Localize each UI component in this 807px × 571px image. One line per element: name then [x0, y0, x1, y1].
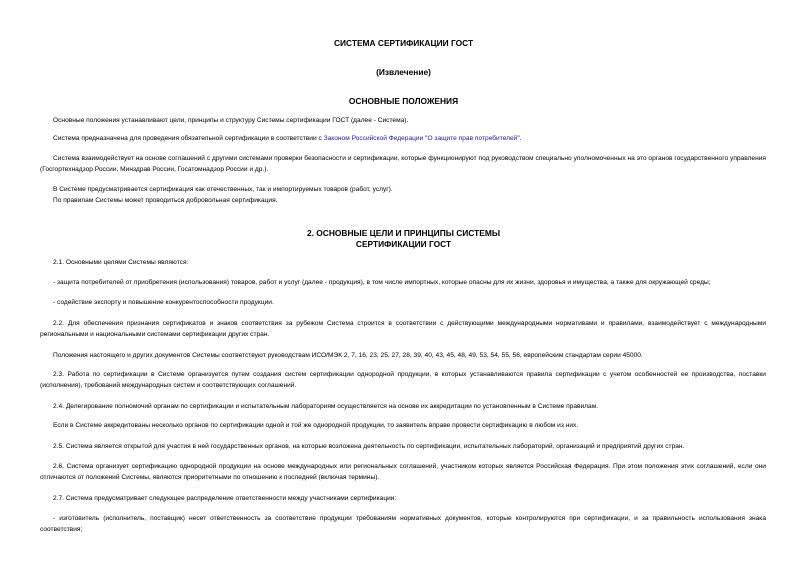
- section2-heading: 2. ОСНОВНЫЕ ЦЕЛИ И ПРИНЦИПЫ СИСТЕМЫ СЕРТИФИКАЦИИ ГОСТ: [306, 228, 501, 249]
- section2-paragraph: 2.4. Делегирование полномочий органам по сертификации и испытательным лабораториям осуществляется на основе их аккредитации по установленным в Системе правилам.: [53, 403, 599, 410]
- section2-paragraph: Если в Системе аккредитованы несколько органов по сертификации одной и той же однородной продукции, то заявитель вправе провести сертификацию в любом из них.: [53, 422, 579, 429]
- document-subtitle: (Извлечение): [376, 67, 431, 77]
- section1-paragraph: Основные положения устанавливают цели, принципы и структуру Системы сертификации ГОСТ (далее - Система).: [53, 117, 409, 124]
- section1-paragraph: По правилам Системы может проводиться добровольная сертификация.: [53, 197, 278, 204]
- section2-paragraph: 2.6. Система организует сертификацию однородной продукции на основе международных или региональных соглашений, участником которых является Российская Федерация. При этом положения этих соглашений, если они отличаются от положений Системы, являются приоритетными по отношению к последней (включая термины).: [40, 463, 766, 481]
- section2-paragraph: 2.7. Система предусматривает следующее распределение ответственности между участниками сертификации:: [53, 495, 397, 502]
- section2-paragraph: 2.5. Система является открытой для участия в ней государственных органов, на которые возложена деятельность по сертификации, испытательных лабораторий, организаций и предприятий других стран.: [53, 443, 685, 450]
- section2-paragraph: 2.1. Основными целями Системы являются:: [53, 259, 189, 266]
- section2-paragraph: 2.2. Для обеспечения признания сертификатов и знаков соответствия за рубежом Система строится в соответствии с действующими международными нормативами и правилами, взаимодействует с международными региональными и национальными системами сертификации других стран.: [40, 320, 766, 338]
- section2-paragraph: - защита потребителей от приобретения (использования) товаров, работ и услуг (далее - продукция), в том числе импортных, которые опасны для их жизни, здоровья и имущества, а также для окружающей среды;: [53, 279, 711, 286]
- document-title: СИСТЕМА СЕРТИФИКАЦИИ ГОСТ: [333, 38, 474, 48]
- section1-paragraph: В Системе предусматривается сертификация как отечественных, так и импортируемых товаров (работ, услуг).: [53, 186, 393, 193]
- section1-paragraph: Система предназначена для проведения обязательной сертификации в соответствии с Законом Российской Федерации "О защите прав потребителей".: [53, 135, 522, 142]
- section2-paragraph: Положения настоящего и других документов Системы соответствуют руководствам ИСО/МЭК 2, 7, 16, 23, 25, 27, 28, 39, 40, 43, 45, 48, 49, 53, 54, 55, 56, европейским стандартам серии 45000.: [53, 352, 643, 359]
- section2-paragraph: - изготовитель (исполнитель, поставщик) несет ответственность за соответствие продукции требованиям нормативных документов, которые контролируются при сертификации, и за правильность использования знака соответствия;: [40, 515, 766, 533]
- consumer-rights-link[interactable]: О защите прав потребителей: [427, 135, 518, 142]
- section2-paragraph: - содействие экспорту и повышение конкурентоспособности продукции.: [53, 299, 274, 306]
- section2-paragraph: 2.3. Работа по сертификации в Системе организуется путем создания систем сертификации однородной продукции, в которых устанавливаются правила сертификации с учетом особенностей ее производства, поставки (исполнения), требований международных систем и соответствующих соглашений.: [40, 371, 766, 389]
- section1-paragraph: Система взаимодействует на основе соглашений с другими системами проверки безопасности и сертификации, которые функционируют под руководством специально уполномоченных на это органов государственного управления (Госгортехнадзор России, Минздрав России, Госатомнадзор России и др.).: [40, 155, 766, 173]
- law-link[interactable]: Законом Российской Федерации: [323, 135, 424, 142]
- section1-heading: ОСНОВНЫЕ ПОЛОЖЕНИЯ: [348, 96, 459, 106]
